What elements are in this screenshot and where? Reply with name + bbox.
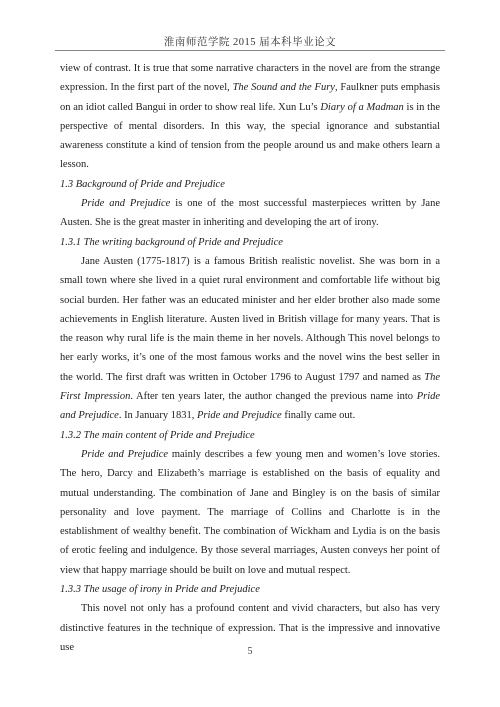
running-header: 淮南师范学院 2015 届本科毕业论文: [163, 37, 337, 48]
paragraph-background: Pride and Prejudice is one of the most successful masterpieces written by Jane Austen. She is the great master in inheriting and developing the art of irony.: [60, 198, 440, 229]
heading-1-3-2: 1.3.2 The main content of Pride and Prejudice: [60, 429, 255, 441]
paragraph-main-content: Pride and Prejudice mainly describes a few young men and women’s love stories. The hero, Darcy and Elizabeth’s marriage is established on the basis of equality and mutual understanding. The combination of Jane and Bingley is on the basis of similar personality and love payment. The marriage of Collins and Charlotte is in the establishment of wealthy benefit. The combination of Wickham and Lydia is on the basis of erotic feeling and indulgence. By those several marriages, Austen conveys her point of view that happy marriage should be built on love and mutual respect.: [60, 448, 440, 576]
paragraph-writing-background: Jane Austen (1775-1817) is a famous British realistic novelist. She was born in a small town where she lived in a quiet rural environment and comfortable life without big social burden. Her father was an educated minister and her elder brother also made some achievements in English literature. Austen lived in British village for many years. That is the reason why rural life is the main theme in her novels. Although This novel belongs to her early works, it’s one of the most famous works and the novel wins the best seller in the world. The first draft was written in October 1796 to August 1797 and named as The First Impression. After ten years later, the author changed the previous name into Pride and Prejudice. In January 1831, Pride and Prejudice finally came out.: [60, 255, 441, 422]
paragraph-intro: view of contrast. It is true that some narrative characters in the novel are from the strange expression. In the first part of the novel, The Sound and the Fury, Faulkner puts emphasis on an idiot called Bangui in order to show real life. Xun Lu’s Diary of a Madman is in the perspective of mental disorders. In this way, the special ignorance and substantial awareness constitute a kind of tension from the people around us and make others learn a lesson.: [60, 63, 441, 171]
heading-1-3: 1.3 Background of Pride and Prejudice: [60, 178, 225, 190]
page-number: 5: [247, 646, 253, 657]
heading-1-3-3: 1.3.3 The usage of irony in Pride and Prejudice: [60, 584, 260, 596]
paragraph-usage-of-irony: This novel not only has a profound content and vivid characters, but also has very distinctive features in the technique of expression. That is the impressive and innovative use: [60, 603, 440, 653]
heading-1-3-1: 1.3.1 The writing background of Pride and Prejudice: [60, 236, 283, 248]
header-rule: [55, 50, 445, 51]
body-text: [60, 59, 440, 657]
